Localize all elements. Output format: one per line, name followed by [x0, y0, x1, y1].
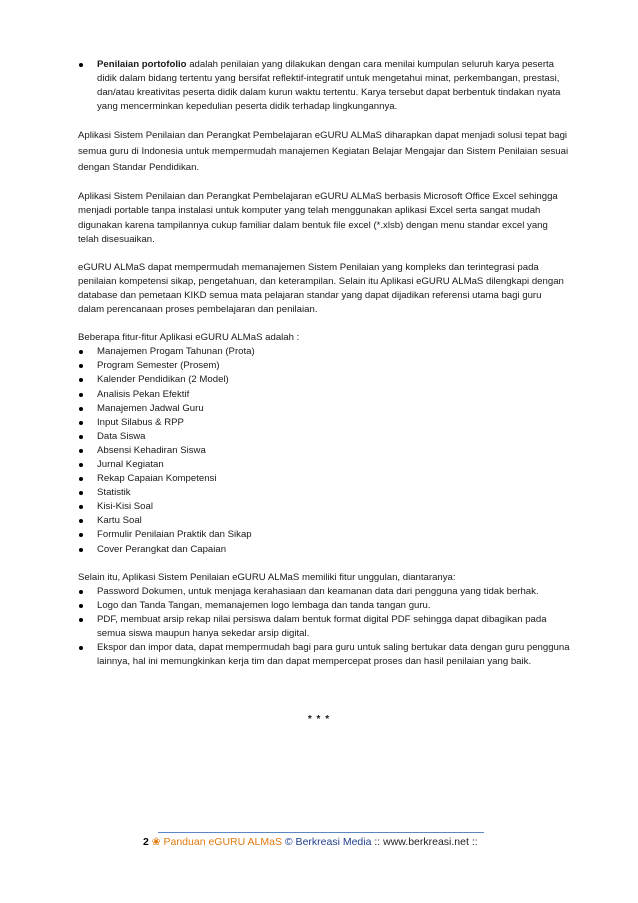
- list-item: Cover Perangkat dan Capaian: [78, 543, 570, 557]
- footer-rule: [158, 832, 484, 833]
- list-item: Formulir Penilaian Praktik dan Sikap: [78, 528, 570, 542]
- section-separator: * * *: [307, 714, 331, 725]
- list-item: Manajemen Progam Tahunan (Prota): [78, 345, 570, 359]
- list-item: Rekap Capaian Kompetensi: [78, 472, 570, 486]
- list-item: Kisi-Kisi Soal: [78, 500, 570, 514]
- footer-copyright: © Berkreasi Media: [284, 836, 372, 848]
- page-footer: [143, 836, 563, 848]
- document-body: [78, 58, 570, 669]
- list-item: Kartu Soal: [78, 514, 570, 528]
- list-item: Kalender Pendidikan (2 Model): [78, 373, 570, 387]
- list-item: Program Semester (Prosem): [78, 359, 570, 373]
- portfolio-bullet: [78, 58, 570, 114]
- footer-title: Panduan eGURU ALMaS: [163, 836, 282, 848]
- features-intro: Beberapa fitur-fitur Aplikasi eGURU ALMaS adalah :: [78, 332, 300, 344]
- extras-list: [78, 585, 570, 670]
- list-item: PDF, membuat arsip rekap nilai persiswa dalam bentuk format digital PDF sehingga dapat dibagikan pada semua siswa maupun hanya sekedar arsip digital.: [78, 613, 570, 641]
- list-item: Ekspor dan impor data, dapat mempermudah bagi para guru untuk saling bertukar data dengan guru pengguna lainnya, hal ini memungkinkan kerja tim dan dapat mempercepat proses dan hasil penilaian yang baik.: [78, 641, 570, 669]
- paragraph-excel: Aplikasi Sistem Penilaian dan Perangkat Pembelajaran eGURU ALMaS berbasis Microsoft Office Excel sehingga menjadi portable tanpa instalasi untuk komputer yang telah menggunakan aplikasi Excel serta sangat mudah digunakan karena tampilannya cukup familiar dalam bentuk file excel (*.xlsb) dengan menu standar excel yang telah disesuaikan.: [78, 191, 558, 245]
- page-number: 2: [143, 836, 149, 848]
- footer-url: :: www.berkreasi.net ::: [374, 836, 478, 848]
- list-item: Input Silabus & RPP: [78, 416, 570, 430]
- list-item: Statistik: [78, 486, 570, 500]
- flower-icon: ❀: [151, 836, 161, 848]
- portfolio-text: adalah penilaian yang dilakukan dengan cara menilai kumpulan seluruh karya peserta didik dalam bidang tertentu yang bersifat reflektif-integratif untuk mengetahui minat, perkembangan, prestasi, dan/atau kreativitas peserta didik dalam kurun waktu tertentu. Karya tersebut dapat berbentuk tindakan nyata yang mencerminkan kepedulian peserta didik terhadap lingkungannya.: [97, 59, 561, 113]
- portfolio-term: Penilaian portofolio: [97, 59, 187, 70]
- list-item: Absensi Kehadiran Siswa: [78, 444, 570, 458]
- portfolio-paragraph: [97, 58, 570, 114]
- list-item: Logo dan Tanda Tangan, memanajemen logo lembaga dan tanda tangan guru.: [78, 599, 570, 613]
- list-item: Jurnal Kegiatan: [78, 458, 570, 472]
- paragraph-management: eGURU ALMaS dapat mempermudah memanajemen Sistem Penilaian yang kompleks dan terintegrasi pada penilaian kompetensi sikap, pengetahuan, dan keterampilan. Selain itu Aplikasi eGURU ALMaS dilengkapi dengan database dan pemetaan KIKD semua mata pelajaran standar yang dapat dijadikan referensi utama bagi guru dalam perencanaan proses pembelajaran dan penilaian.: [78, 261, 564, 316]
- list-item: Analisis Pekan Efektif: [78, 388, 570, 402]
- list-item: Manajemen Jadwal Guru: [78, 402, 570, 416]
- features-list: [78, 345, 570, 556]
- list-item: Data Siswa: [78, 430, 570, 444]
- extras-intro: Selain itu, Aplikasi Sistem Penilaian eGURU ALMaS memiliki fitur unggulan, diantaranya:: [78, 571, 456, 583]
- list-item: Password Dokumen, untuk menjaga kerahasiaan dan keamanan data dari pengguna yang tidak berhak.: [78, 585, 570, 599]
- paragraph-solution: Aplikasi Sistem Penilaian dan Perangkat Pembelajaran eGURU ALMaS diharapkan dapat menjadi solusi tepat bagi semua guru di Indonesia untuk mempermudah manajemen Kegiatan Belajar Mengajar dan Sistem Penilaian sesuai dengan Standar Pendidikan.: [78, 130, 569, 174]
